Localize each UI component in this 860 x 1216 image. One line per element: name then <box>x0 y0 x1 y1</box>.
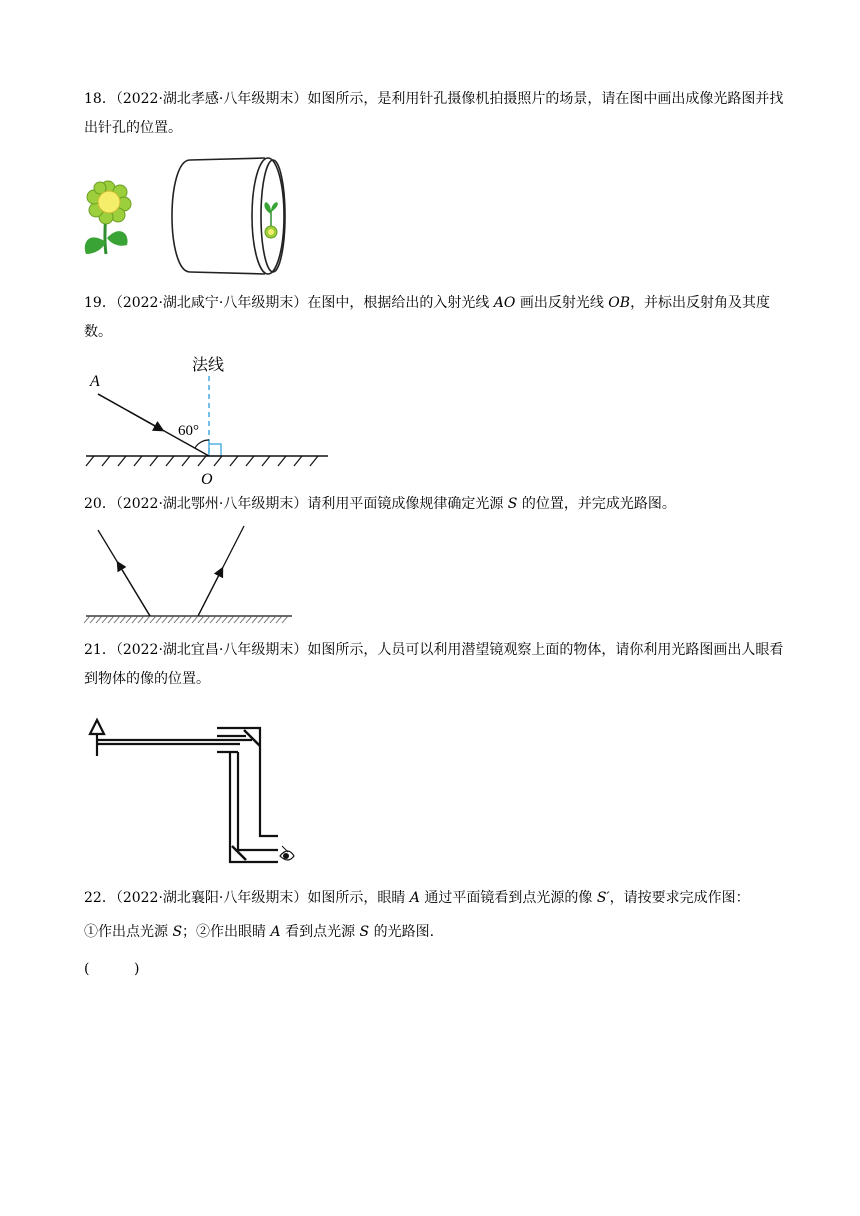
question-22-line1: 22．（2022·湖北襄阳·八年级期末）如图所示，眼睛 A 通过平面镜看到点光源的像 S′，请按要求完成作图： <box>84 890 750 906</box>
flower-object <box>85 181 131 254</box>
angle-arc <box>195 440 209 448</box>
eye-icon <box>280 846 294 860</box>
periscope-figure <box>80 712 310 868</box>
top-mirror <box>244 730 260 746</box>
point-o-label: O <box>201 471 213 488</box>
incident-ray-arrow <box>98 394 162 430</box>
point-a-label: A <box>90 373 100 390</box>
right-angle-mark <box>209 444 221 456</box>
mirror-hatching <box>84 616 288 623</box>
mirror-hatching <box>86 456 318 466</box>
reflected-ray-right-arrow <box>198 569 222 616</box>
normal-label: 法线 <box>192 357 225 374</box>
reflected-ray-left-arrow <box>118 563 150 616</box>
question-22-line2: ①作出点光源 S；②作出眼睛 A 看到点光源 S 的光路图. <box>84 924 435 940</box>
question-19-text: 19．（2022·湖北咸宁·八年级期末）在图中，根据给出的入射光线 AO 画出反射光线 OB，并标出反射角及其度数。 <box>84 295 771 340</box>
question-18-text: 18．（2022·湖北孝感·八年级期末）如图所示，是利用针孔摄像机拍摄照片的场景，请在图中画出成像光路图并找出针孔的位置。 <box>84 91 784 136</box>
answer-blank[interactable]: ( ) <box>84 961 140 977</box>
camera-box <box>172 158 285 274</box>
question-20-text: 20．（2022·湖北鄂州·八年级期末）请利用平面镜成像规律确定光源 S 的位置，并完成光路图。 <box>84 496 676 512</box>
mirror-rays-figure <box>80 524 310 628</box>
reflection-diagram <box>80 348 340 490</box>
pinhole-camera-figure <box>80 150 300 280</box>
angle-label: 60° <box>178 423 199 439</box>
object-arrow <box>90 720 104 756</box>
periscope-tube <box>97 728 278 862</box>
question-21-text: 21．（2022·湖北宜昌·八年级期末）如图所示，人员可以利用潜望镜观察上面的物体，请你利用光路图画出人眼看到物体的像的位置。 <box>84 642 784 687</box>
